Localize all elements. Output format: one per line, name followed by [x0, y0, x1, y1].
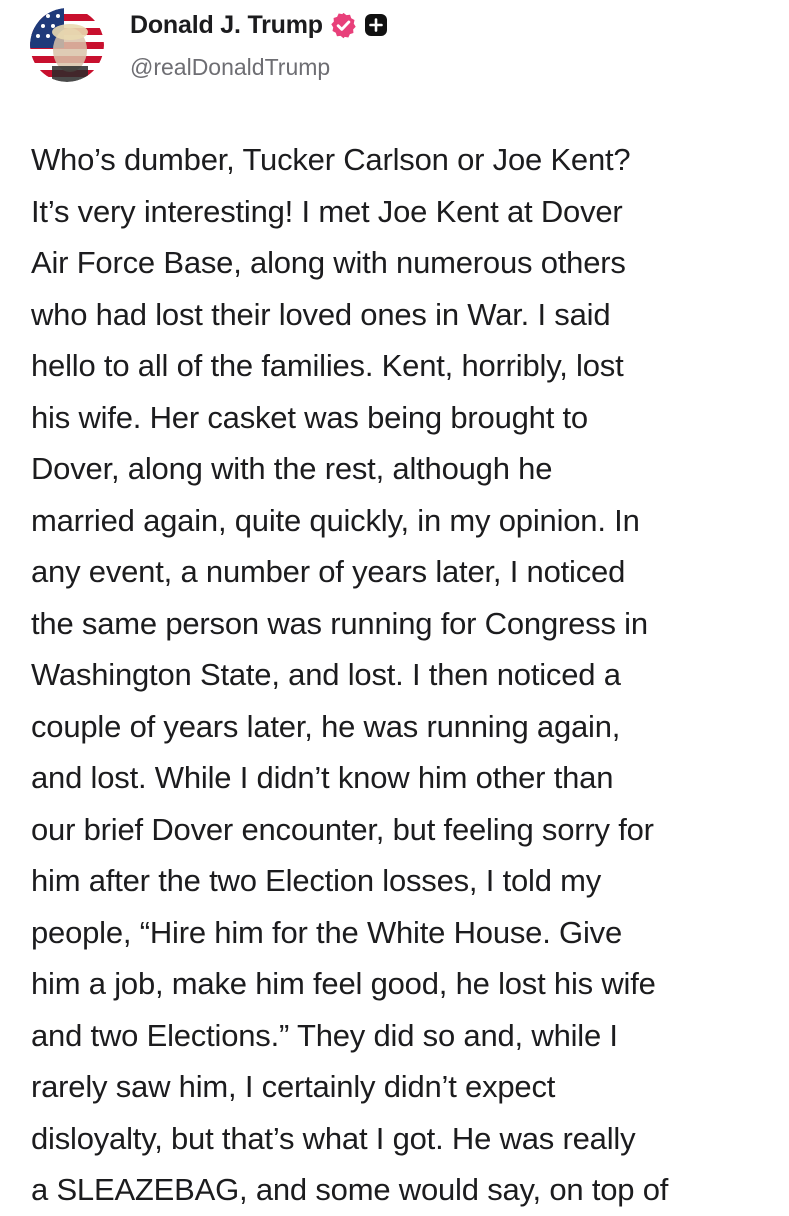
post-text-line: him a job, make him feel good, he lost his wife [31, 966, 656, 1001]
post-text-line: Washington State, and lost. I then noticed a [31, 657, 621, 692]
post-text-line: and two Elections.” They did so and, while I [31, 1017, 618, 1053]
author-handle[interactable]: @realDonaldTrump [130, 54, 331, 80]
post-text-line: rarely saw him, I certainly didn’t expect [31, 1069, 556, 1104]
plus-icon[interactable] [364, 13, 388, 37]
post-header [30, 6, 770, 86]
post-text-line: hello to all of the families. Kent, horribly, lost [31, 348, 624, 383]
post-text-line: married again, quite quickly, in my opinion. In [31, 502, 640, 538]
post-text-line: Dover, along with the rest, although he [31, 451, 553, 486]
post-text-line: people, “Hire him for the White House. Give [31, 914, 622, 950]
name-row [130, 8, 388, 42]
post-text-line: our brief Dover encounter, but feeling sorry for [31, 811, 654, 847]
post-text-line: his wife. Her casket was being brought to [31, 399, 588, 435]
avatar[interactable] [30, 8, 104, 82]
post-text-line: the same person was running for Congress in [31, 605, 648, 641]
post-text-line: any event, a number of years later, I noticed [31, 554, 626, 589]
verified-badge-icon [329, 11, 358, 40]
author-display-name[interactable]: Donald J. Trump [130, 10, 323, 39]
post-text-line: and lost. While I didn’t know him other than [31, 760, 614, 795]
post-text-line: couple of years later, he was running again, [31, 708, 621, 744]
post-body [31, 134, 771, 1216]
post-text-line: who had lost their loved ones in War. I said [31, 296, 611, 332]
post-text-line: disloyalty, but that’s what I got. He was really [31, 1120, 636, 1156]
post-text-line: Air Force Base, along with numerous others [31, 245, 626, 280]
post-text-line: Who’s dumber, Tucker Carlson or Joe Kent? [31, 142, 631, 177]
post-text-line: It’s very interesting! I met Joe Kent at Dover [31, 193, 623, 229]
post-text-line: him after the two Election losses, I told my [31, 863, 602, 898]
post-text-line: a SLEAZEBAG, and some would say, on top of [31, 1172, 669, 1207]
